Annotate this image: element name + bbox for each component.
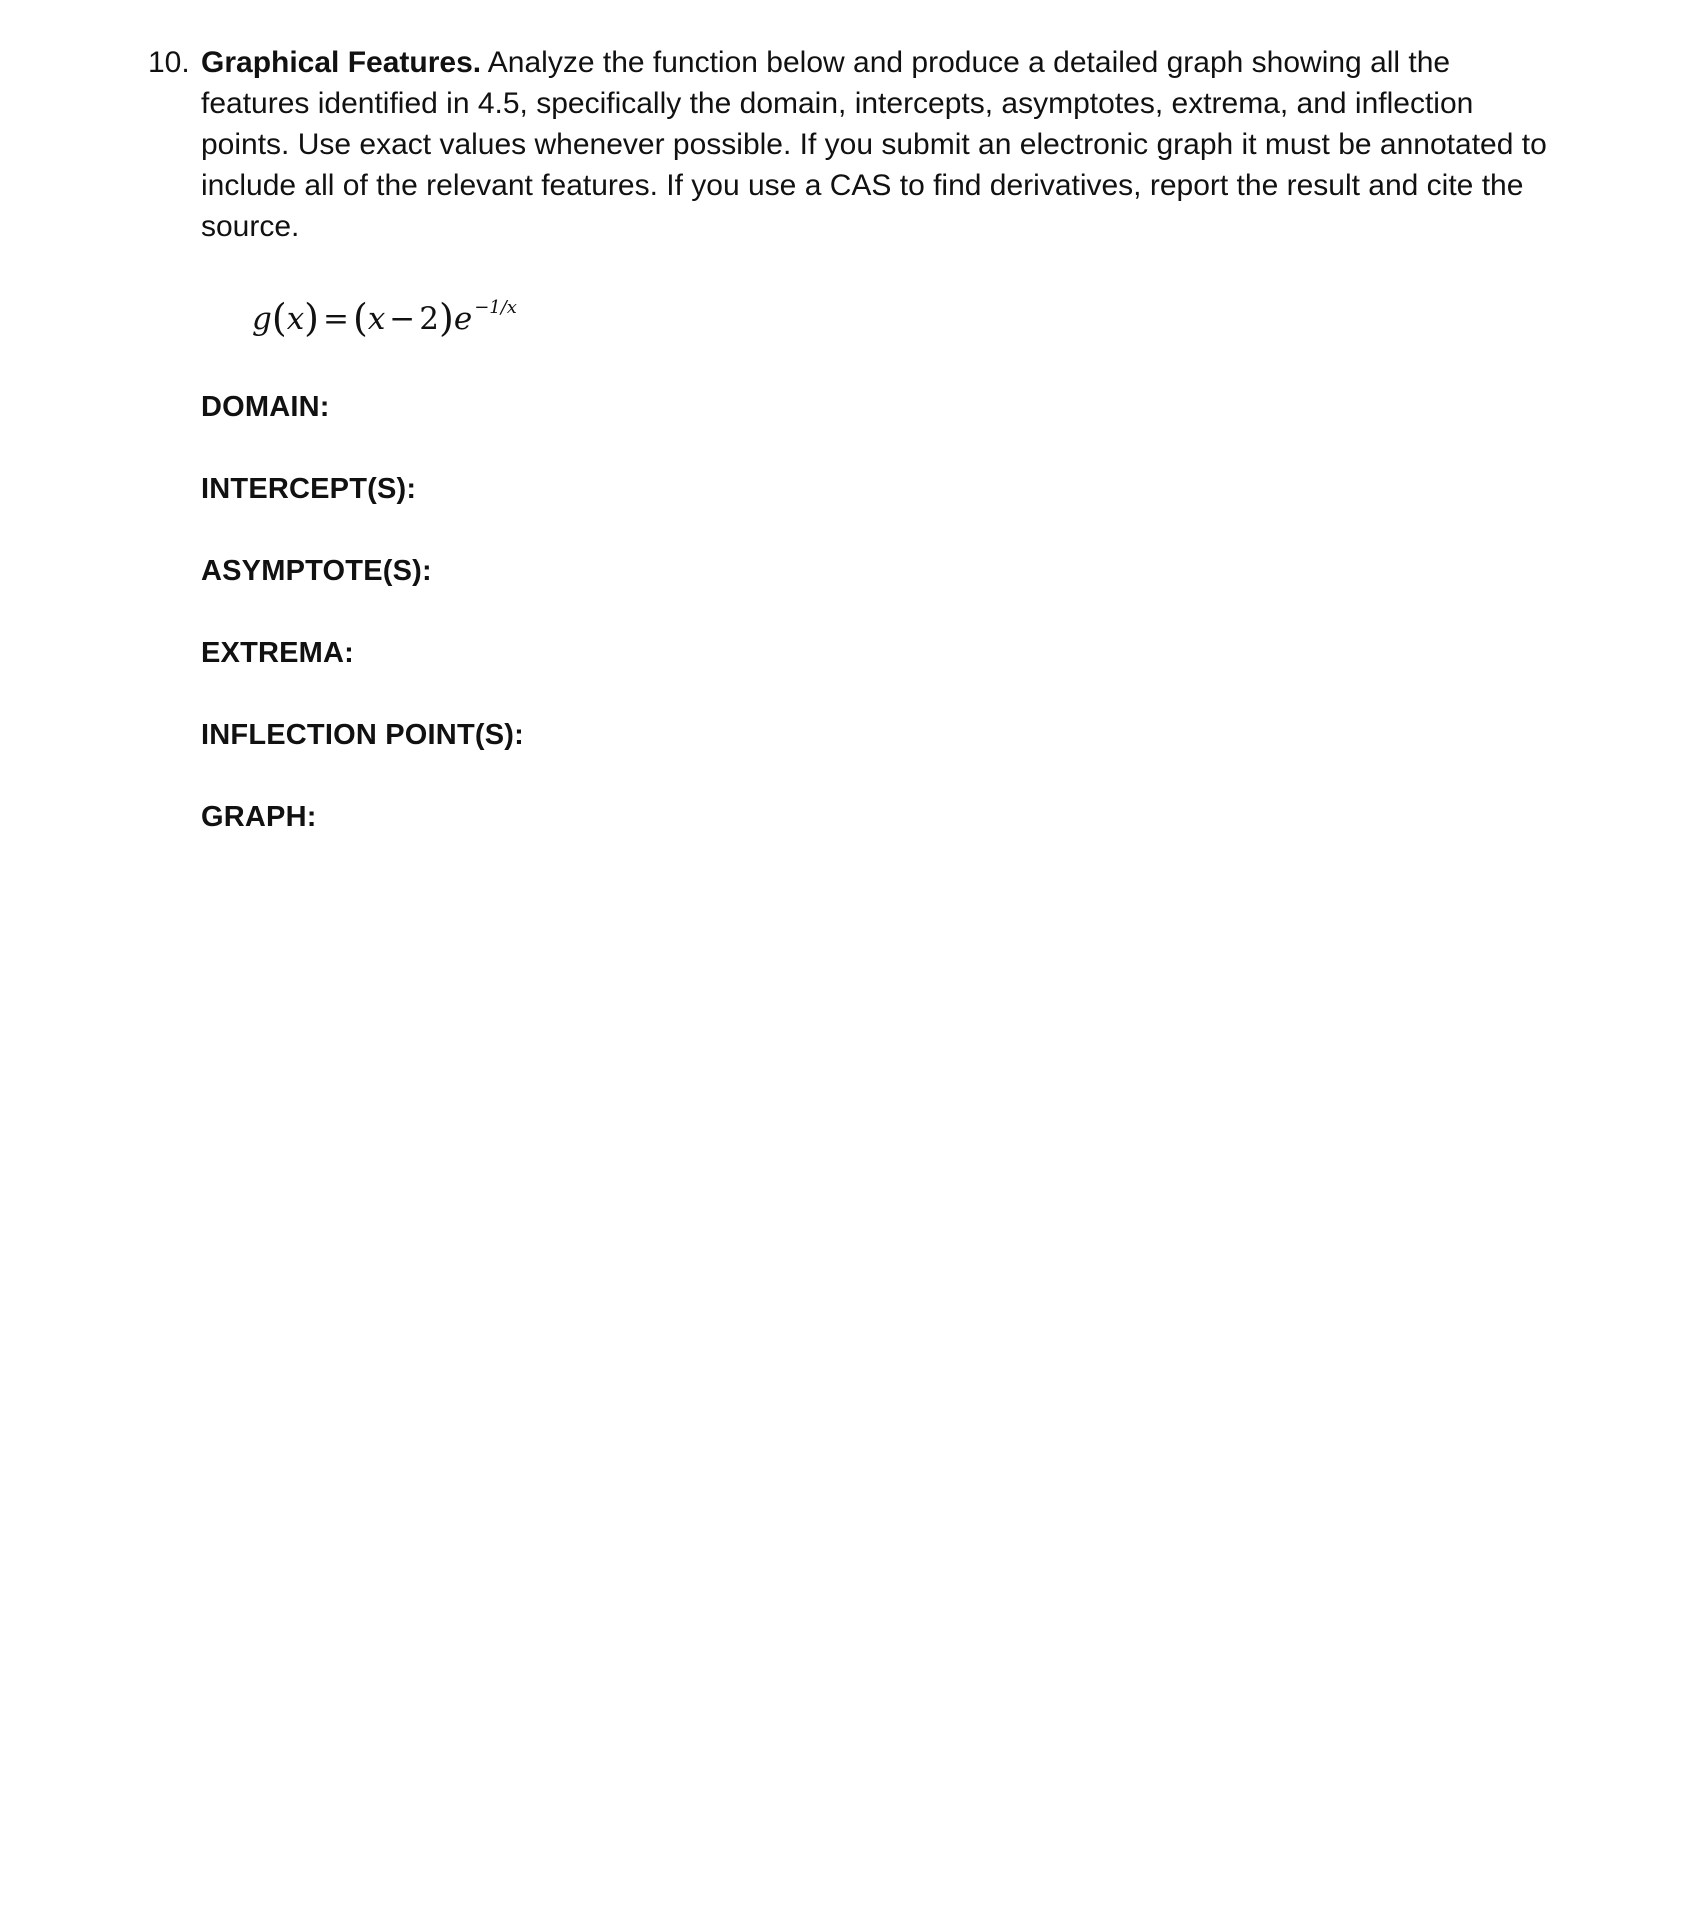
function-formula (252, 288, 517, 339)
asymptotes-label: ASYMPTOTE(S): (201, 555, 432, 587)
formula-function-name: g (252, 301, 272, 337)
intercepts-label: INTERCEPT(S): (201, 473, 417, 505)
inflection-points-label: INFLECTION POINT(S): (201, 719, 524, 751)
formula-constant: 2 (419, 301, 440, 337)
problem-instructions-block (201, 42, 1561, 247)
extrema-label: EXTREMA: (201, 637, 355, 669)
domain-label: DOMAIN: (201, 391, 330, 423)
problem-instructions: Analyze the function below and produce a detailed graph showing all the features identified in 4.5, specifically the domain, intercepts, asymptotes, extrema, and inflection points. Use exact values whenever possible. If you submit an electronic graph it must be annotated to include all of the relevant features. If you use a CAS to find derivatives, report the result and cite the source. (201, 46, 1547, 243)
formula-minus: − (389, 301, 416, 337)
formula-equals: = (323, 301, 349, 337)
formula-open-paren: ( (271, 296, 287, 340)
formula-close-paren: ) (304, 296, 319, 340)
problem-number: 10. (148, 46, 190, 79)
formula-inner-variable: x (367, 301, 386, 337)
graph-label: GRAPH: (201, 801, 317, 833)
formula-inner-close-paren: ) (439, 296, 454, 340)
formula-variable: x (286, 301, 305, 337)
problem-title: Graphical Features. (201, 46, 482, 79)
formula-exponent: −1/x (474, 297, 517, 318)
problem-10 (148, 42, 1568, 247)
formula-base: e (453, 301, 473, 337)
formula-inner-open-paren: ( (352, 296, 368, 340)
